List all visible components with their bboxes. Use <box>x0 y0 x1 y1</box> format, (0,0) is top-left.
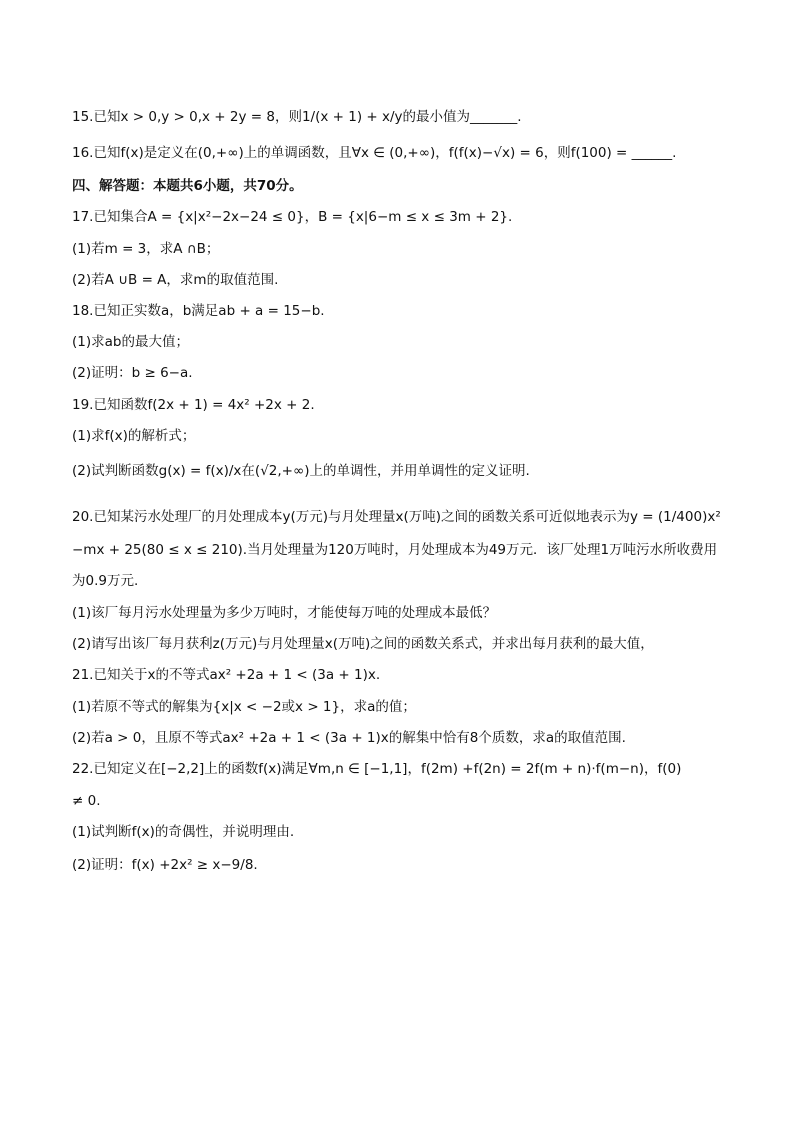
q18-part1: (1)求ab的最大值； <box>72 334 189 350</box>
q22-part1: (1)试判断f(x)的奇偶性，并说明理由. <box>72 824 295 840</box>
q20-part2: (2)请写出该厂每月获利z(万元)与月处理量x(万吨)之间的函数关系式，并求出每月获利的最大值， <box>72 636 654 652</box>
q22-text-2: ≠ 0. <box>72 793 101 809</box>
q18-part2: (2)证明：b ≥ 6−a. <box>72 365 193 381</box>
q19-part1: (1)求f(x)的解析式； <box>72 428 196 444</box>
q20-text-3: 为0.9万元. <box>72 573 139 589</box>
q17-part1: (1)若m = 3，求A ∩B； <box>72 241 220 257</box>
section-header: 四、解答题：本题共6小题，共70分。 <box>72 178 303 194</box>
q15-text: 15.已知x > 0,y > 0,x + 2y = 8，则1/(x + 1) + x/y的最小值为_______. <box>72 109 522 125</box>
q17-part2: (2)若A ∪B = A，求m的取值范围. <box>72 272 279 288</box>
q17-text: 17.已知集合A = {x|x²−2x−24 ≤ 0}，B = {x|6−m ≤ x ≤ 3m + 2}. <box>72 209 513 225</box>
q21-text: 21.已知关于x的不等式ax² +2a + 1 < (3a + 1)x. <box>72 667 381 683</box>
q21-part1: (1)若原不等式的解集为{x|x < −2或x > 1}，求a的值； <box>72 699 416 715</box>
q16-text: 16.已知f(x)是定义在(0,+∞)上的单调函数，且∀x ∈ (0,+∞)，f(f(x)−√x) = 6，则f(100) = ______. <box>72 145 677 161</box>
q22-part2: (2)证明：f(x) +2x² ≥ x−9/8. <box>72 857 258 873</box>
q21-part2: (2)若a > 0，且原不等式ax² +2a + 1 < (3a + 1)x的解集中恰有8个质数，求a的取值范围. <box>72 730 626 746</box>
q18-text: 18.已知正实数a，b满足ab + a = 15−b. <box>72 303 325 319</box>
q19-part2: (2)试判断函数g(x) = f(x)/x在(√2,+∞)上的单调性，并用单调性的定义证明. <box>72 463 530 479</box>
q20-text-1: 20.已知某污水处理厂的月处理成本y(万元)与月处理量x(万吨)之间的函数关系可近似地表示为y = (1/400)x² <box>72 509 721 525</box>
q20-part1: (1)该厂每月污水处理量为多少万吨时，才能使每万吨的处理成本最低？ <box>72 605 497 621</box>
q19-text: 19.已知函数f(2x + 1) = 4x² +2x + 2. <box>72 397 315 413</box>
q22-text-1: 22.已知定义在[−2,2]上的函数f(x)满足∀m,n ∈ [−1,1]，f(2m) +f(2n) = 2f(m + n)⋅f(m−n)，f(0) <box>72 761 682 777</box>
q20-text-2: −mx + 25(80 ≤ x ≤ 210).当月处理量为120万吨时，月处理成本为49万元．该厂处理1万吨污水所收费用 <box>72 542 718 558</box>
